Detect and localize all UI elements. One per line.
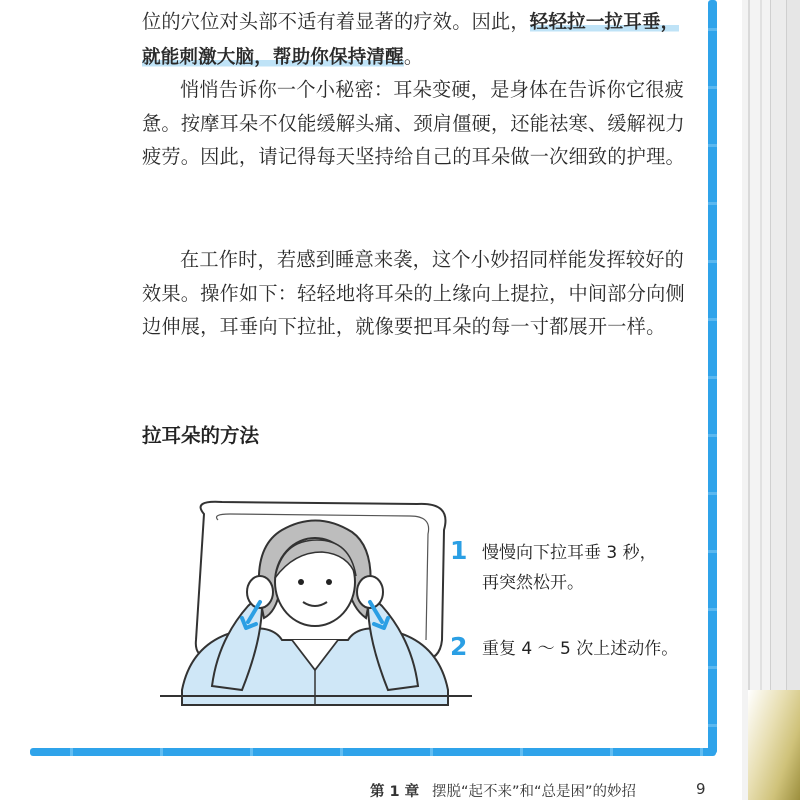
paragraph-2: 悄悄告诉你一个小秘密：耳朵变硬，是身体在告诉你它很疲惫。按摩耳朵不仅能缓解头痛、颈肩僵硬，还能祛寒、缓解视力疲劳。因此，请记得每天坚持给自己的耳朵做一次细致的护理。 (142, 78, 685, 168)
blue-frame-bottom (30, 748, 716, 756)
paragraph-1-text: 位的穴位对头部不适有着显著的疗效。因此， (142, 10, 530, 33)
step-2 (450, 634, 720, 664)
page-corner-shadow (748, 690, 800, 800)
section-title: 拉耳朵的方法 (142, 424, 260, 447)
page-number: 9 (696, 780, 706, 798)
highlight-text-a: 轻轻拉一拉耳垂， (529, 12, 680, 33)
page-footer (0, 772, 722, 800)
step-1 (450, 538, 720, 598)
chapter-title: 摆脱“起不来”和“总是困”的妙招 (432, 784, 637, 800)
paragraph-1-end: 。 (403, 44, 424, 68)
page-edge-layer-outer (786, 0, 800, 800)
paragraph-1 (142, 5, 687, 74)
step-text: 慢慢向下拉耳垂 3 秒，再突然松开。 (482, 543, 657, 593)
steps-list (450, 538, 720, 664)
chapter-label: 第 1 章 (370, 784, 420, 800)
step-text: 重复 4 ～ 5 次上述动作。 (482, 639, 679, 659)
paragraph-3: 在工作时，若感到睡意来袭，这个小妙招同样能发挥较好的效果。操作如下：轻轻地将耳朵的上缘向上提拉，中间部分向侧边伸展，耳垂向下拉扯，就像要把耳朵的每一寸都展开一样。 (142, 248, 685, 338)
step-number: 2 (450, 632, 468, 661)
ear-pulling-illustration (152, 490, 482, 710)
step-number: 1 (450, 536, 468, 565)
highlight-text-b: 就能刺激大脑，帮助你保持清醒 (142, 46, 404, 68)
